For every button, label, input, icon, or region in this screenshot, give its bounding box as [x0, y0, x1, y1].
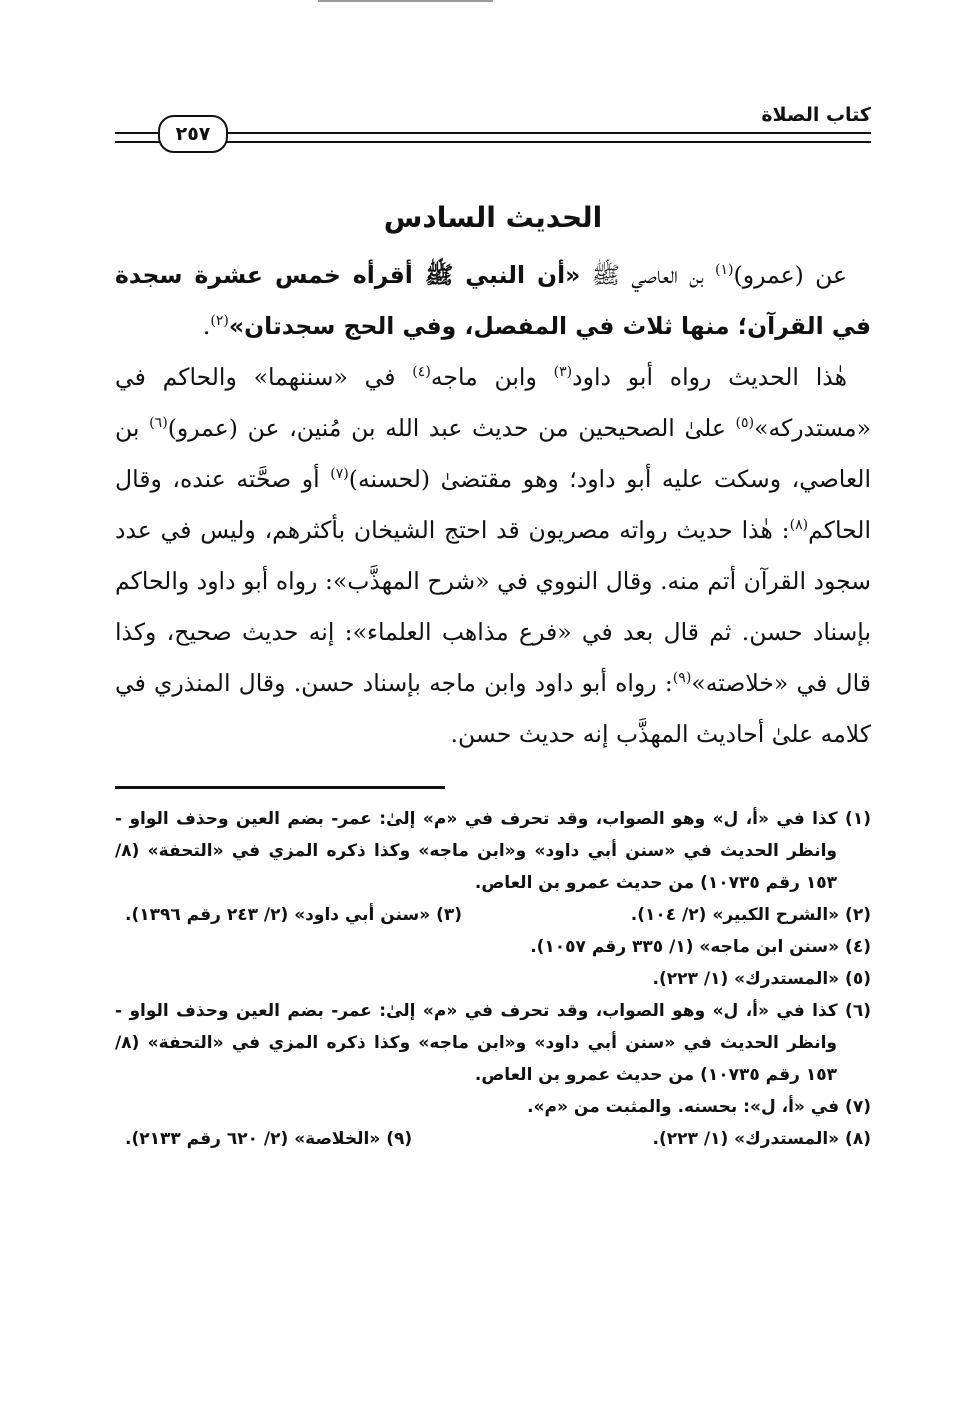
hadith-narrator: بن العاصي ﷺ: [580, 261, 715, 289]
footnote-ref-9: (٩): [672, 670, 692, 687]
book-page: [115, 100, 871, 1155]
footnote-ref-6: (٦): [149, 415, 168, 432]
hadith-text: «أن النبي ﷺ أقرأه خمس عشرة سجدة في القرآن؛ منها ثلاث في المفصل، وفي الحج سجدتان»: [115, 261, 871, 340]
footnote-5: (٥) «المستدرك» (١/ ٢٢٣).: [652, 969, 871, 989]
top-edge-rule: [318, 0, 493, 2]
footnote-3: (٣) «سنن أبي داود» (٢/ ٢٤٣ رقم ١٣٩٦).: [125, 905, 463, 925]
footnote-9: (٩) «الخلاصة» (٢/ ٦٢٠ رقم ٢١٣٣).: [125, 1129, 413, 1149]
commentary-paragraph: [115, 352, 871, 760]
commentary-text-4: علىٰ الصحيحين من حديث عبد الله بن مُنين، عن (عمرو): [167, 414, 736, 442]
footnote-7: (٧) في «أ، ل»: بحسنه. والمثبت من «م».: [527, 1097, 871, 1117]
page-header: [115, 100, 871, 152]
footnote-2: (٢) «الشرح الكبير» (٢/ ١٠٤).: [630, 905, 871, 925]
footnote-ref-8: (٨): [789, 517, 809, 534]
commentary-text-3: في «سننهما» والحاكم في «مستدركه»: [115, 363, 871, 442]
main-text: [115, 250, 871, 760]
header-double-rule: [115, 132, 871, 143]
footnote-1: (١) كذا في «أ، ل» وهو الصواب، وقد تحرف في «م» إلىٰ: عمر- بضم العين وحذف الواو - وانظر الحديث في «سنن أبي داود» و«ابن ماجه» وكذا ذكره المزي في «التحفة» (٨/ ١٥٣ رقم ١٠٧٣٥) من حديث عمرو بن العاص.: [115, 809, 871, 893]
running-title: كتاب الصلاة: [761, 104, 871, 126]
commentary-text-5: بن العاصي، وسكت عليه أبو داود؛ وهو مقتضىٰ (لحسنه): [115, 414, 871, 493]
footnote-ref-7: (٧): [330, 466, 349, 483]
footnote-row-2-3: [115, 899, 871, 931]
commentary-text-1: هٰذا الحديث رواه أبو داود: [572, 363, 847, 391]
footnote-ref-2: (٢): [210, 313, 229, 330]
footnote-6: (٦) كذا في «أ، ل» وهو الصواب، وقد تحرف في «م» إلىٰ: عمر- بضم العين وحذف الواو - وانظر الحديث في «سنن أبي داود» و«ابن ماجه» وكذا ذكره المزي في «التحفة» (٨/ ١٥٣ رقم ١٠٧٣٥) من حديث عمرو بن العاص.: [115, 1001, 871, 1085]
footnotes: [115, 803, 871, 1155]
commentary-text-7: : هٰذا حديث رواته مصريون قد احتج الشيخان بأكثرهم، وليس في عدد سجود القرآن أتم منه. وقال النووي في «شرح المهذَّب»: رواه أبو داود والحاكم بإسناد حسن. ثم قال بعد في «فرع مذاهب العلماء»: إنه حديث صحيح، وكذا قال في «خلاصته»: [115, 516, 871, 697]
hadith-end: .: [202, 312, 211, 340]
footnote-ref-1: (١): [714, 262, 734, 279]
footnote-ref-4: (٤): [412, 364, 431, 381]
footnote-separator: [115, 786, 445, 789]
hadith-intro: عن (عمرو): [733, 261, 848, 289]
footnote-ref-5: (٥): [735, 415, 755, 432]
footnote-ref-3: (٣): [553, 364, 573, 381]
footnote-8: (٨) «المستدرك» (١/ ٢٢٣).: [652, 1129, 871, 1149]
page-number: ٢٥٧: [158, 115, 228, 153]
section-title: الحديث السادس: [383, 201, 603, 234]
footnote-row-8-9: [115, 1123, 871, 1155]
hadith-paragraph: [115, 250, 871, 352]
commentary-text-2: وابن ماجه: [430, 363, 554, 391]
footnote-4: (٤) «سنن ابن ماجه» (١/ ٣٣٥ رقم ١٠٥٧).: [530, 937, 871, 957]
commentary-text-8: : رواه أبو داود وابن ماجه بإسناد حسن. وقال المنذري في كلامه علىٰ أحاديث المهذَّب إنه حديث حسن.: [115, 669, 871, 748]
commentary-text-6: أو صحَّته عنده، وقال الحاكم: [115, 465, 871, 544]
